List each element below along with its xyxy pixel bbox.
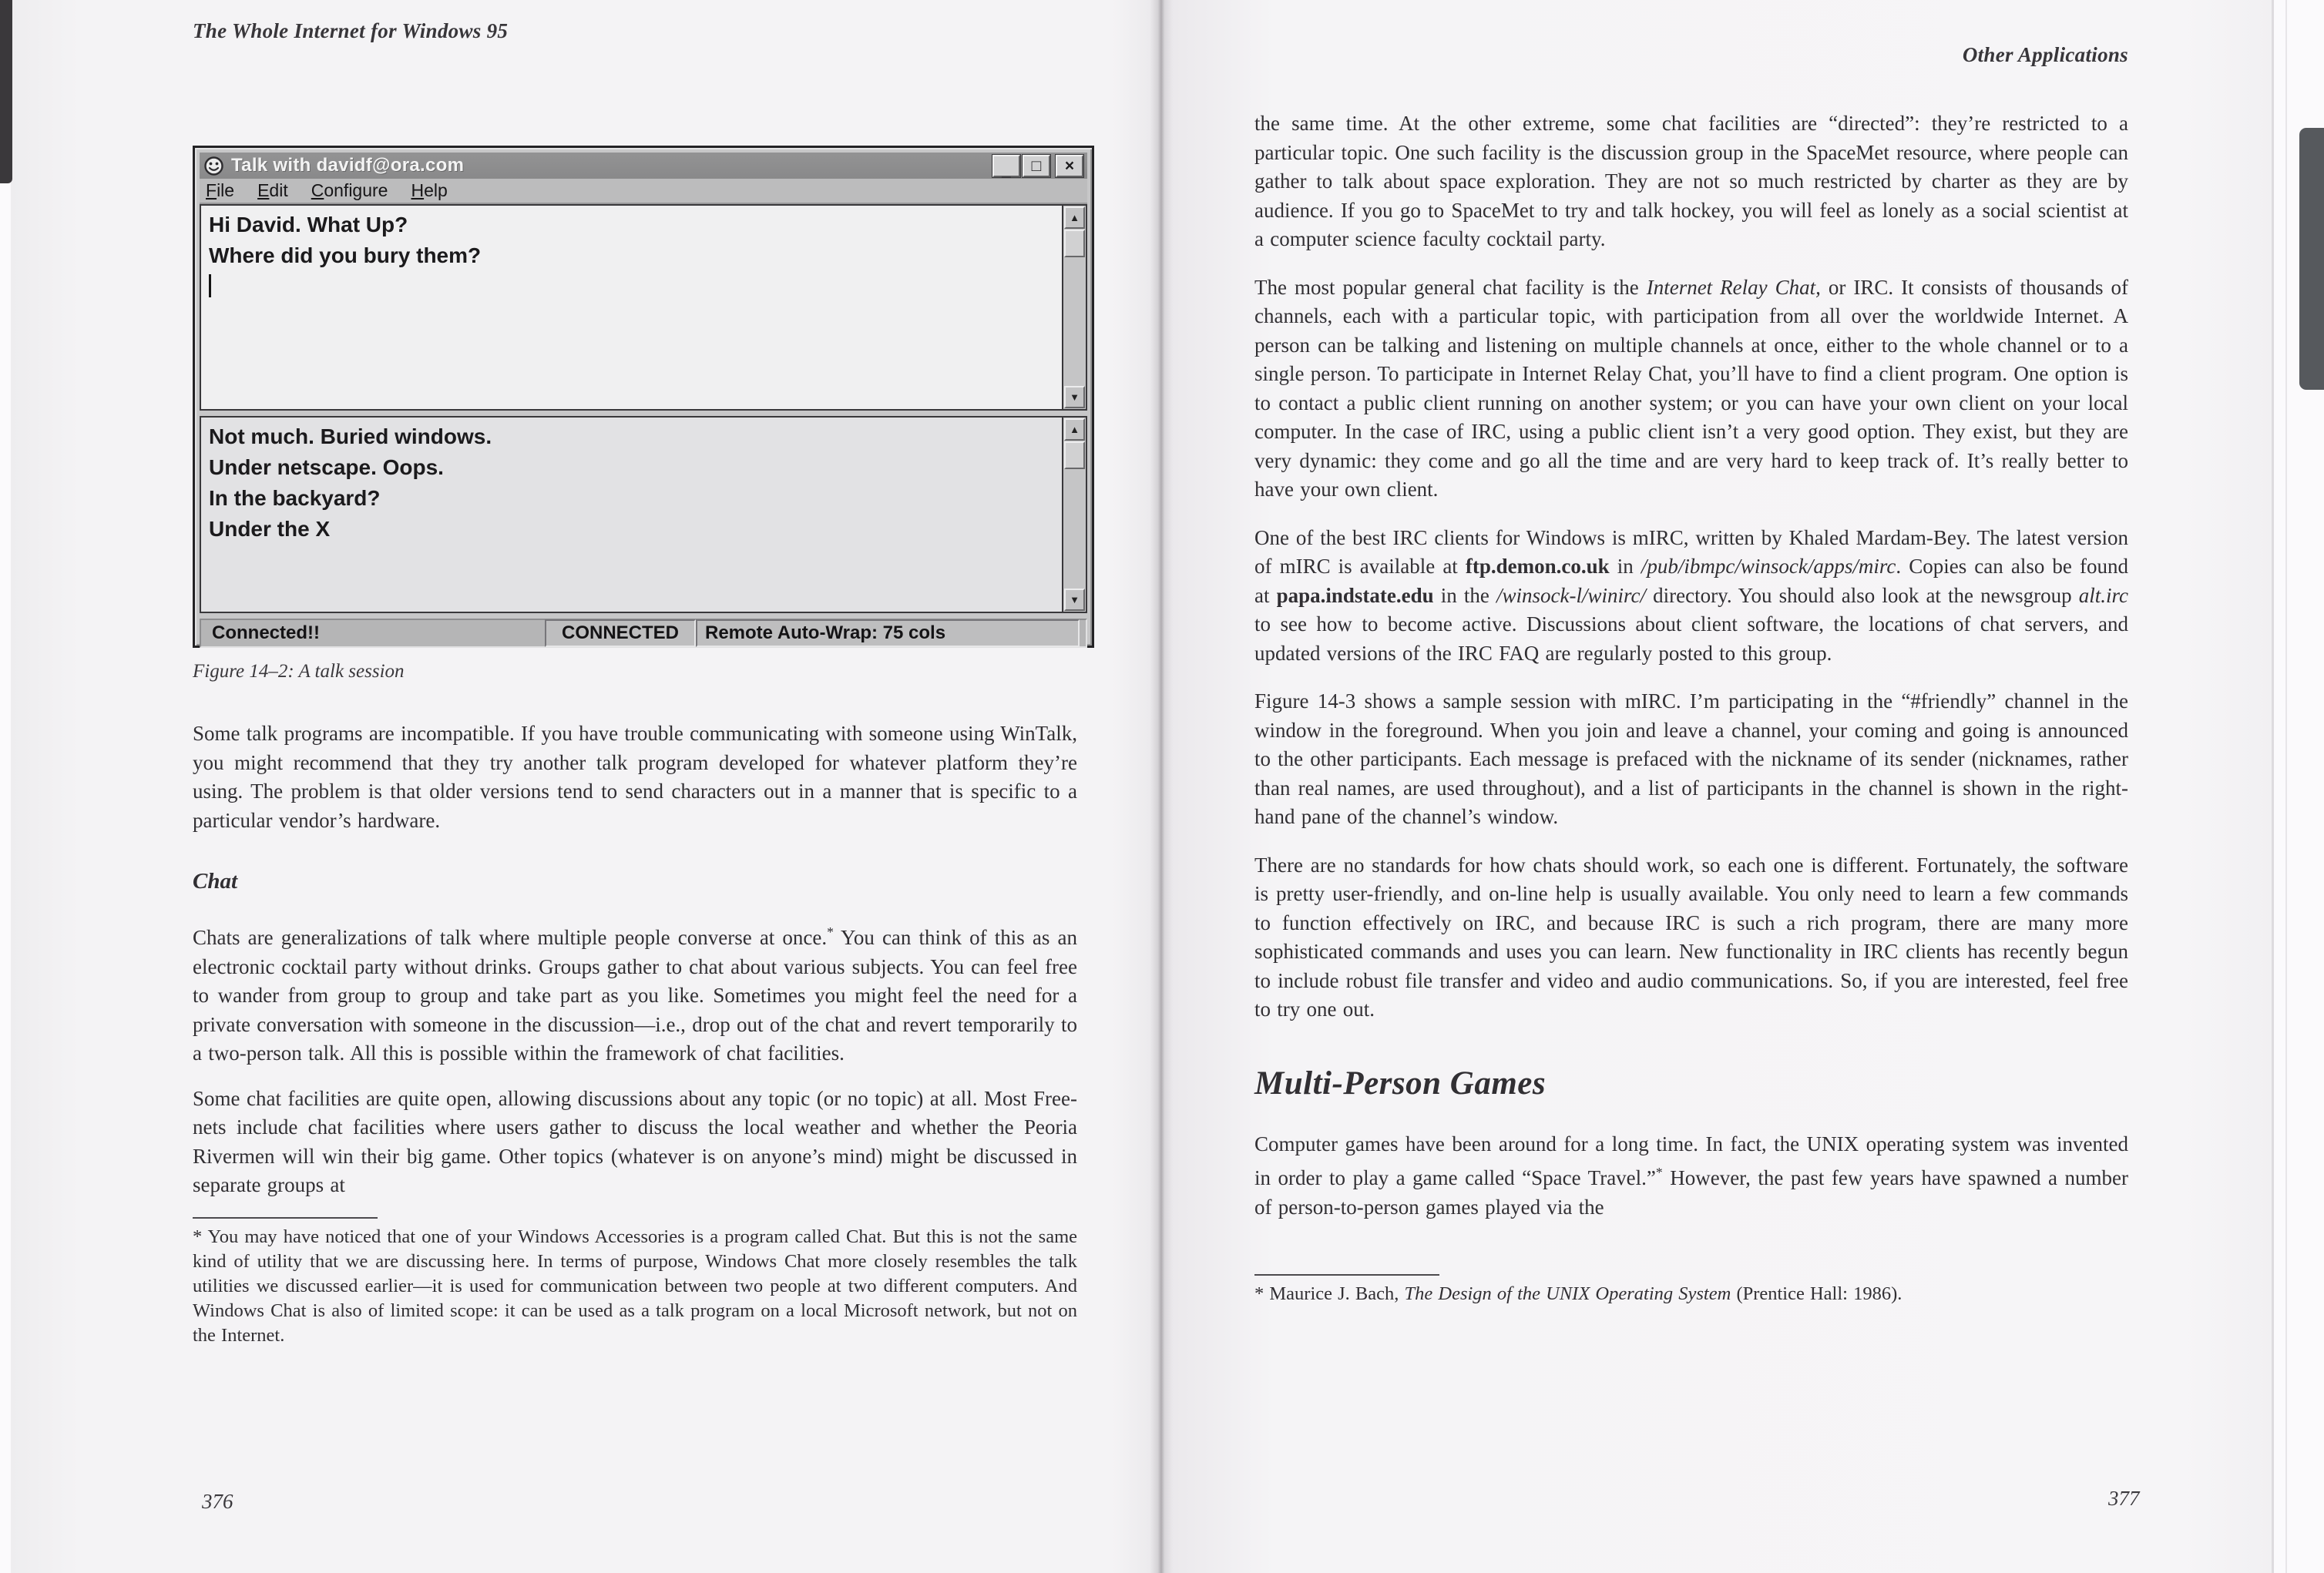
window-title: Talk with davidf@ora.com [231,155,465,176]
figure-caption: Figure 14–2: A talk session [193,661,405,682]
footnote: * You may have noticed that one of your Windows Accessories is a program called Chat. But this is not the same kind of utility that we are discussing here. In terms of purpose, Windows Chat more closely resembles the talk utilities we discussed earlier—it is used for communication between two people at two different computers. And Windows Chat is also of limited scope: it can be used as a talk program on a local Microsoft network, but not on the Internet. [193,1226,1077,1346]
minimize-button[interactable] [992,155,1020,177]
running-header-right: Other Applications [1962,43,2128,66]
text-caret [209,274,211,297]
menu-edit[interactable]: Edit [257,180,288,200]
menu-file[interactable]: File [206,180,235,200]
remote-talk-text [201,418,1062,612]
section-heading-chat: Chat [193,869,238,894]
scroll-down-icon: ▼ [1070,391,1080,403]
maximize-icon: □ [1031,156,1042,175]
talk-line: Where did you bury them? [209,243,482,267]
footnote-rule [193,1217,378,1219]
talk-line: Not much. Buried windows. [209,424,492,448]
close-button[interactable] [1056,155,1083,177]
talk-window-titlebar[interactable] [200,153,1087,179]
minimize-icon: _ [1002,161,1011,179]
talk-line: Under the X [209,517,331,541]
wintalk-smiley-icon [203,156,224,176]
paragraph: Computer games have been around for a long time. In fact, the UNIX operating system was invented in order to play a game called “Space Travel.”* However, the past few years have spawned a number of person-to-person games played via the [1254,1132,2128,1219]
scroll-down-button[interactable] [1064,589,1085,611]
right-page-column [1254,0,2128,1306]
scroll-down-button[interactable] [1064,386,1085,408]
page-edge-line [2272,0,2274,1573]
connection-state-field: CONNECTED [545,619,696,647]
menu-help[interactable]: Help [411,180,448,200]
paragraph: There are no standards for how chats should work, so each one is different. Fortunately, the software is pretty user-friendly, and on-line help is usually available. You only need to learn a few commands to function effectively on IRC, and because IRC is such a rich program, there are many more sophisticated commands and uses you can learn. New functionality in IRC clients has recently begun to include robust file transfer and video and audio communications. So, if you are interested, feel free to try one out. [1254,853,2128,1021]
running-header-left: The Whole Internet for Windows 95 [193,19,509,42]
paragraph: the same time. At the other extreme, some chat facilities are “directed”: they’re restricted to a particular topic. One such facility is the discussion group in the SpaceMet resource, where people can gather to talk about space exploration. They are not so much restricted by charter as they are by audience. If you go to SpaceMet to try and talk hockey, you will feel as lonely as a social scientist at a computer science faculty cocktail party. [1254,112,2128,250]
autowrap-field: Remote Auto-Wrap: 75 cols [696,619,1080,647]
scrollbar-top-pane[interactable] [1062,206,1086,409]
maximize-button[interactable] [1023,155,1050,177]
menu-bar [200,179,1087,204]
page-gutter-shadow [1150,0,1173,1573]
paragraph: Chats are generalizations of talk where multiple people converse at once.* You can think of this as an electronic cocktail party without drinks. Groups gather to chat about various subjects. You can feel free to wander from group to group and take part as you like. Sometimes you might feel the need for a private conversation with someone in the discussion—i.e., drop out of the chat and revert temporarily to a two-person talk. All this is possible within the framework of chat facilities. [193,924,1077,1065]
scan-corner-artifact [0,0,12,183]
paragraph: One of the best IRC clients for Windows is mIRC, written by Khaled Mardam-Bey. The latest version of mIRC is available at ftp.demon.co.uk in /pub/ibmpc/winsock/apps/mirc. Copies can also be found at papa.indstate.edu in the /winsock-l/winirc/ directory. You should also look at the newsgroup alt.irc to see how to become active. Discussions about client software, the locations of chat servers, and updated versions of the IRC FAQ are regularly posted to this group. [1254,525,2129,665]
talk-window [193,146,1094,648]
scroll-up-button[interactable] [1064,418,1085,441]
scroll-up-icon: ▲ [1070,424,1080,435]
close-icon: × [1064,156,1075,175]
scroll-down-icon: ▼ [1070,594,1080,605]
menu-configure[interactable]: Configure [311,180,388,200]
talk-line: Hi David. What Up? [209,213,408,236]
scrollbar-bottom-pane[interactable] [1062,418,1086,612]
window-controls [992,155,1083,177]
page-number-right: 377 [2108,1487,2140,1510]
page-edge-line [2285,0,2287,1573]
remote-talk-pane[interactable] [200,416,1087,613]
paragraph: The most popular general chat facility is the Internet Relay Chat, or IRC. It consists of thousands of channels, each with a particular topic, with participation from all over the worldwide Internet. A person can be talking and listening on multiple channels at once, either to the whole channel or to a single person. To participate in Internet Relay Chat, you’ll have to find a client program. One option is to contact a public client running on another system; or you can have your own client on your local computer. In the case of IRC, using a public client isn’t a very good option. They exist, but they are very dynamic: they come and go all the time and are very hard to keep track of. It’s really better to have your own client. [1254,275,2129,501]
talk-line: Under netscape. Oops. [209,455,444,479]
connection-status-label: Connected!! [212,622,320,643]
scroll-thumb[interactable] [1064,441,1085,469]
book-edge-dark-band [2299,128,2324,390]
local-talk-text [201,206,1062,409]
footnote-rule [1254,1274,1439,1276]
section-heading-multi-person-games: Multi-Person Games [1254,1065,1547,1102]
page-number-left: 376 [202,1490,233,1513]
scroll-track[interactable] [1063,469,1086,588]
talk-line: In the backyard? [209,486,381,510]
footnote: * Maurice J. Bach, The Design of the UNIX Operating System (Prentice Hall: 1986). [1254,1283,1903,1304]
scroll-up-button[interactable] [1064,206,1085,229]
status-bar [200,619,1087,648]
scroll-track[interactable] [1063,257,1086,385]
paragraph: Figure 14-3 shows a sample session with mIRC. I’m participating in the “#friendly” channel in the window in the foreground. When you join and leave a channel, your coming and going is announced to the other participants. Each message is prefaced with the nickname of its sender (nicknames, rather than real names, are used throughout), and a list of participants in the channel is shown in the right-hand pane of the channel’s window. [1254,689,2128,828]
left-page-column [193,0,1080,1348]
local-talk-pane[interactable] [200,204,1087,411]
paragraph: Some chat facilities are quite open, allowing discussions about any topic (or no topic) at all. Most Free-nets include chat facilities where users gather to discuss the local weather and whether the Peoria Rivermen will win their big game. Other topics (whatever is on anyone’s mind) might be discussed in separate groups at [193,1086,1077,1196]
paragraph: Some talk programs are incompatible. If you have trouble communicating with someone using WinTalk, you might recommend that they try another talk program developed for whatever platform they’re using. The problem is that older versions tend to send characters out in a manner that is specific to a particular vendor’s hardware. [193,722,1077,832]
scroll-up-icon: ▲ [1070,212,1080,223]
scroll-thumb[interactable] [1064,230,1085,257]
